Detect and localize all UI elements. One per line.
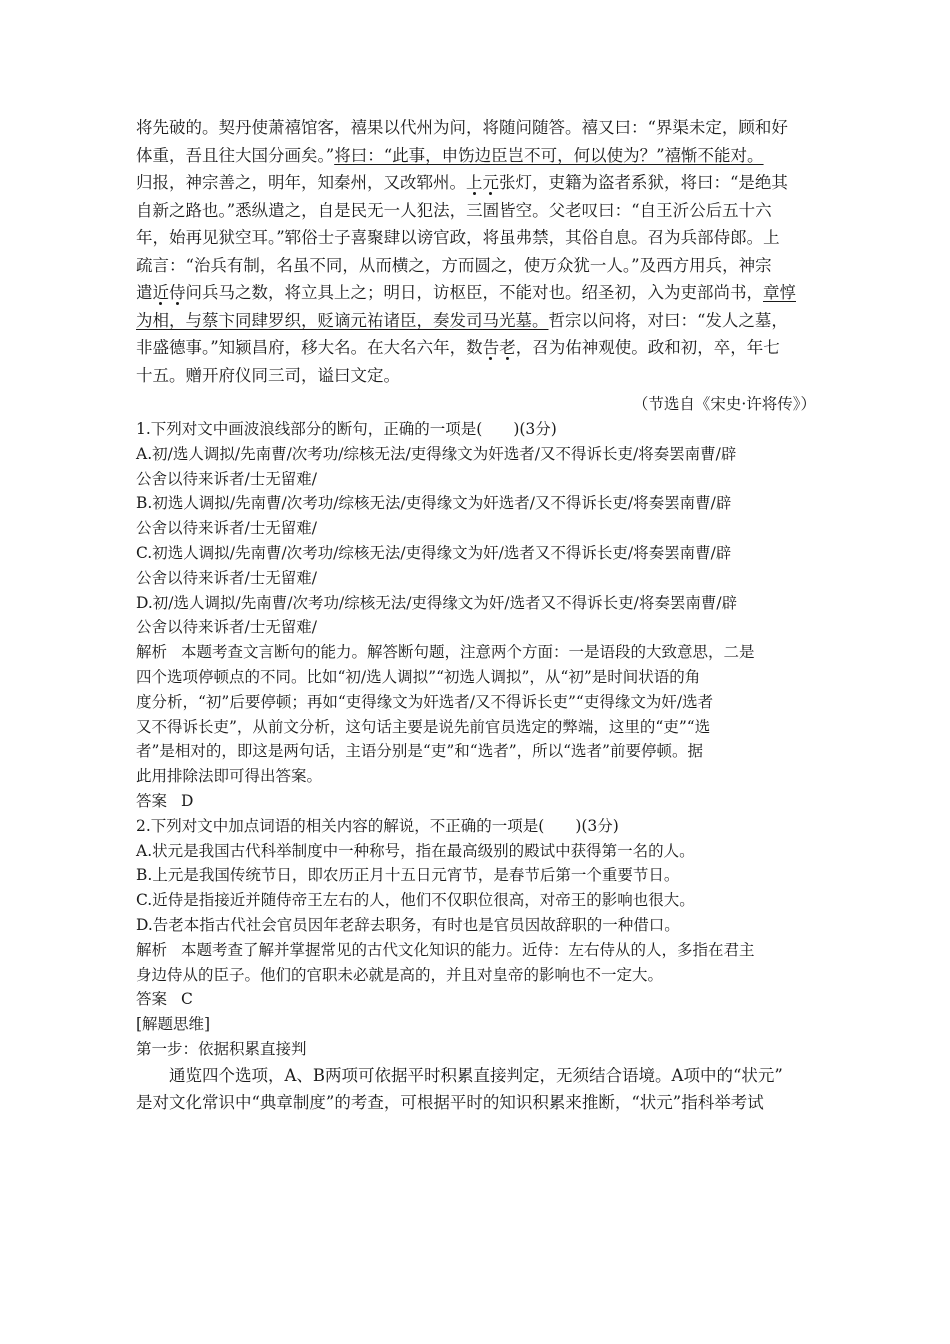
option-d-cont: 公舍以待来诉者/士无留难/ [136,618,317,637]
analysis-line: 度分析，“初”后要停顿；再如“吏得缘文为奸选者/又不得诉长吏”“吏得缘文为奸/选者 [136,692,714,711]
body-paragraph-cont: 是对文化常识中“典章制度”的考查，可根据平时的知识积累来推断，“状元”指科举考试 [136,1093,764,1113]
option-d: D.告老本指古代社会官员因年老辞去职务，有时也是官员因故辞职的一种借口。 [136,915,680,934]
thinking-heading: [解题思维] [136,1015,211,1034]
option-a: A.状元是我国古代科举制度中一种称号，指在最高级别的殿试中获得第一名的人。 [136,841,695,860]
document-page [136,114,816,1117]
underlined-sentence: 将曰：“此事，申饬边臣岂不可，何以使为？”禧惭不能对。 [334,145,764,165]
dotted-char: 告 [482,338,500,357]
question-stem: 1.下列对文中画波浪线部分的断句，正确的一项是( )(3分) [136,420,557,438]
analysis [136,938,816,963]
passage-line [136,279,816,307]
analysis-line: 四个选项停顿点的不同。比如“初/选人调拟”“初选人调拟”，从“初”是时间状语的角 [136,667,701,686]
passage-line [136,307,816,335]
passage-line: 将先破的。契丹使萧禧馆客，禧果以代州为问，将随问随答。禧又曰：“界渠未定，顾和好 [136,118,788,137]
analysis-text: 本题考查文言断句的能力。解答断句题，注意两个方面：一是语段的大致意思，二是 [181,643,755,662]
underlined-sentence: 为相，与蔡卞同肆罗织，贬谪元祐诸臣，奏发司马光墓。 [136,310,549,330]
option-b: B.上元是我国传统节日，即农历正月十五日元宵节，是春节后第一个重要节日。 [136,866,680,885]
dotted-char: 近 [152,283,169,302]
question-1 [136,417,816,814]
dotted-char: 元 [482,173,499,192]
dotted-char: 侍 [169,283,186,302]
passage [136,114,816,417]
text-span: 张灯，吏籍为盗者系狱，将曰：“是绝其 [499,173,788,192]
option-c-cont: 公舍以待来诉者/士无留难/ [136,568,317,587]
source-citation: （节选自《宋史·许将传》） [632,395,816,413]
option-b-cont: 公舍以待来诉者/士无留难/ [136,519,317,538]
passage-line [136,334,816,362]
answer [136,789,816,814]
passage-line: 年，始再见狱空耳。”郓俗士子喜聚肆以谤官政，将虽弗禁，其俗自息。召为兵部侍郎。上 [136,228,780,247]
passage-line: 十五。赠开府仪同三司，谥曰文定。 [136,365,400,385]
text-span: 非盛德事。”知颍昌府，移大名。在大名六年，数 [136,338,483,357]
text-span: 问兵马之数，将立具上之；明日，访枢臣，不能对也。绍圣初，入为吏部尚书， [185,283,763,302]
text-span: 归报，神宗善之，明年，知秦州，又改郓州。 [136,173,466,192]
option-d: D.初/选人调拟/先南曹/次考功/综核无法/吏得缘文为奸/选者又不得诉长吏/将奏罢南曹/辟 [136,593,738,612]
text-span: 遣 [136,283,153,302]
dotted-char: 上 [466,173,483,192]
passage-line [136,142,816,170]
answer [136,987,816,1012]
step-heading: 第一步：依据积累直接判 [136,1039,307,1058]
answer-value: D [181,791,194,810]
analysis-label: 解析 [136,940,168,959]
text-span: 体重，吾且往大国分画矣。” [136,145,335,165]
dotted-char: 老 [499,338,516,357]
answer-label: 答案 [136,990,168,1009]
underlined-sentence: 章惇 [763,283,796,302]
text-span: ，召为佑神观使。政和初，卒，年七 [515,338,780,357]
option-c: C.近侍是指接近并随侍帝王左右的人，他们不仅职位很高，对帝王的影响也很大。 [136,891,695,910]
body-paragraph: 通览四个选项，A、B两项可依据平时积累直接判定，无须结合语境。A项中的“状元” [169,1065,783,1085]
option-a-cont: 公舍以待来诉者/士无留难/ [136,469,317,488]
question-stem: 2.下列对文中加点词语的相关内容的解说，不正确的一项是( )(3分) [136,816,619,835]
option-a: A.初/选人调拟/先南曹/次考功/综核无法/吏得缘文为奸选者/又不得诉长吏/将奏罢南曹/辟 [136,444,737,463]
analysis [136,640,816,665]
analysis-text: 本题考查了解并掌握常见的古代文化知识的能力。近侍：左右侍从的人，多指在君主 [181,940,755,959]
option-c: C.初选人调拟/先南曹/次考功/综核无法/吏得缘文为奸/选者又不得诉长吏/将奏罢南曹/辟 [136,543,732,562]
answer-label: 答案 [136,791,168,810]
answer-value: C [181,990,193,1009]
analysis-line: 又不得诉长吏”，从前文分析，这句话主要是说先前官员选定的弊端，这里的“吏”“选 [136,717,711,736]
analysis-label: 解析 [136,643,168,662]
analysis-line: 身边侍从的臣子。他们的官职未必就是高的，并且对皇帝的影响也不一定大。 [136,965,664,984]
option-b: B.初选人调拟/先南曹/次考功/综核无法/吏得缘文为奸选者/又不得诉长吏/将奏罢南曹/辟 [136,494,732,513]
passage-line [136,169,816,197]
passage-line: 疏言：“治兵有制，名虽不同，从而横之，方而圆之，使万众犹一人。”及西方用兵，神宗 [136,255,772,275]
text-span: 哲宗以问将，对曰：“发人之墓， [548,310,788,330]
analysis-line: 此用排除法即可得出答案。 [136,767,323,786]
passage-line: 自新之路也。”悉纵遣之，自是民无一人犯法，三圄皆空。父老叹曰：“自王沂公后五十六 [136,200,772,220]
analysis-line: 者”是相对的，即这是两句话，主语分别是“吏”和“选者”，所以“选者”前要停顿。据 [136,742,703,761]
question-2 [136,814,816,1117]
